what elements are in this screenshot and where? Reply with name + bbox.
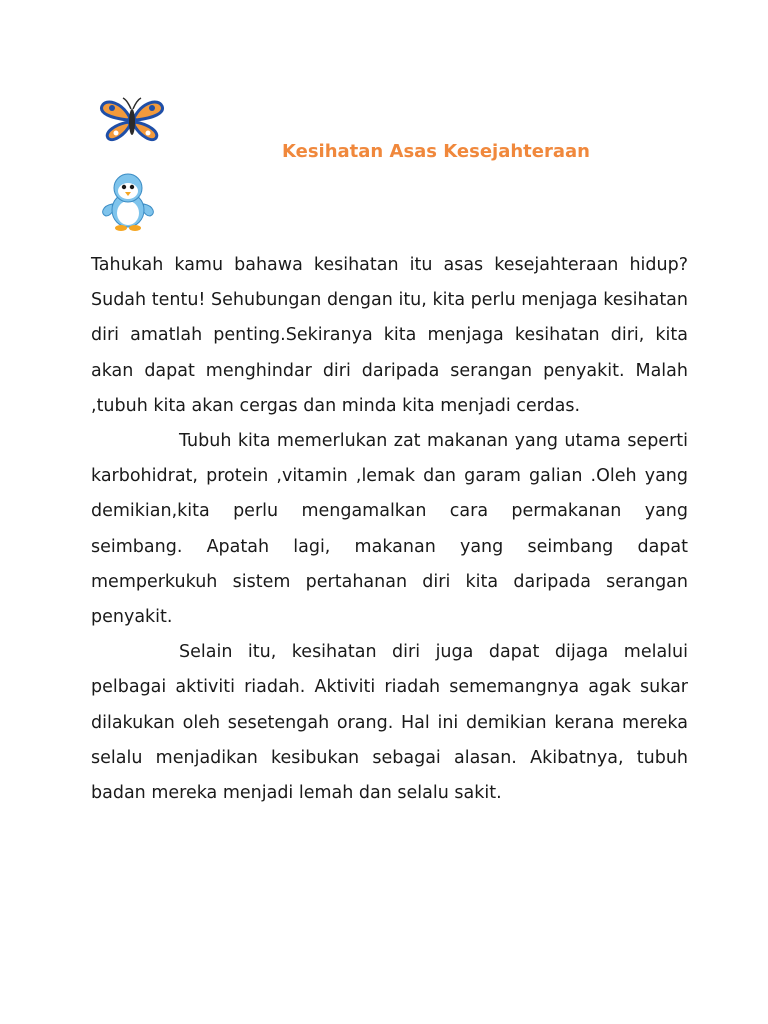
document-body: [91, 248, 688, 811]
penguin-icon: [100, 170, 156, 234]
paragraph-3: Selain itu, kesihatan diri juga dapat dijaga melalui pelbagai aktiviti riadah. Aktiviti riadah sememangnya agak sukar dilakukan oleh sesetengah orang. Hal ini demikian kerana mereka selalu menjadikan kesibukan sebagai alasan. Akibatnya, tubuh badan mereka menjadi lemah dan selalu sakit.: [91, 642, 688, 804]
paragraph-2: Tubuh kita memerlukan zat makanan yang utama seperti karbohidrat, protein ,vitamin ,lemak dan garam galian .Oleh yang demikian,kita perlu mengamalkan cara permakanan yang seimbang. Apatah lagi, makanan yang seimbang dapat memperkukuh sistem pertahanan diri kita daripada serangan penyakit.: [91, 431, 688, 628]
butterfly-icon: [96, 96, 168, 144]
document-title: Kesihatan Asas Kesejahteraan: [282, 141, 590, 162]
paragraph-1: Tahukah kamu bahawa kesihatan itu asas kesejahteraan hidup? Sudah tentu! Sehubungan dengan itu, kita perlu menjaga kesihatan diri amatlah penting.Sekiranya kita menjaga kesihatan diri, kita akan dapat menghindar diri daripada serangan penyakit. Malah ,tubuh kita akan cergas dan minda kita menjadi cerdas.: [91, 255, 688, 416]
